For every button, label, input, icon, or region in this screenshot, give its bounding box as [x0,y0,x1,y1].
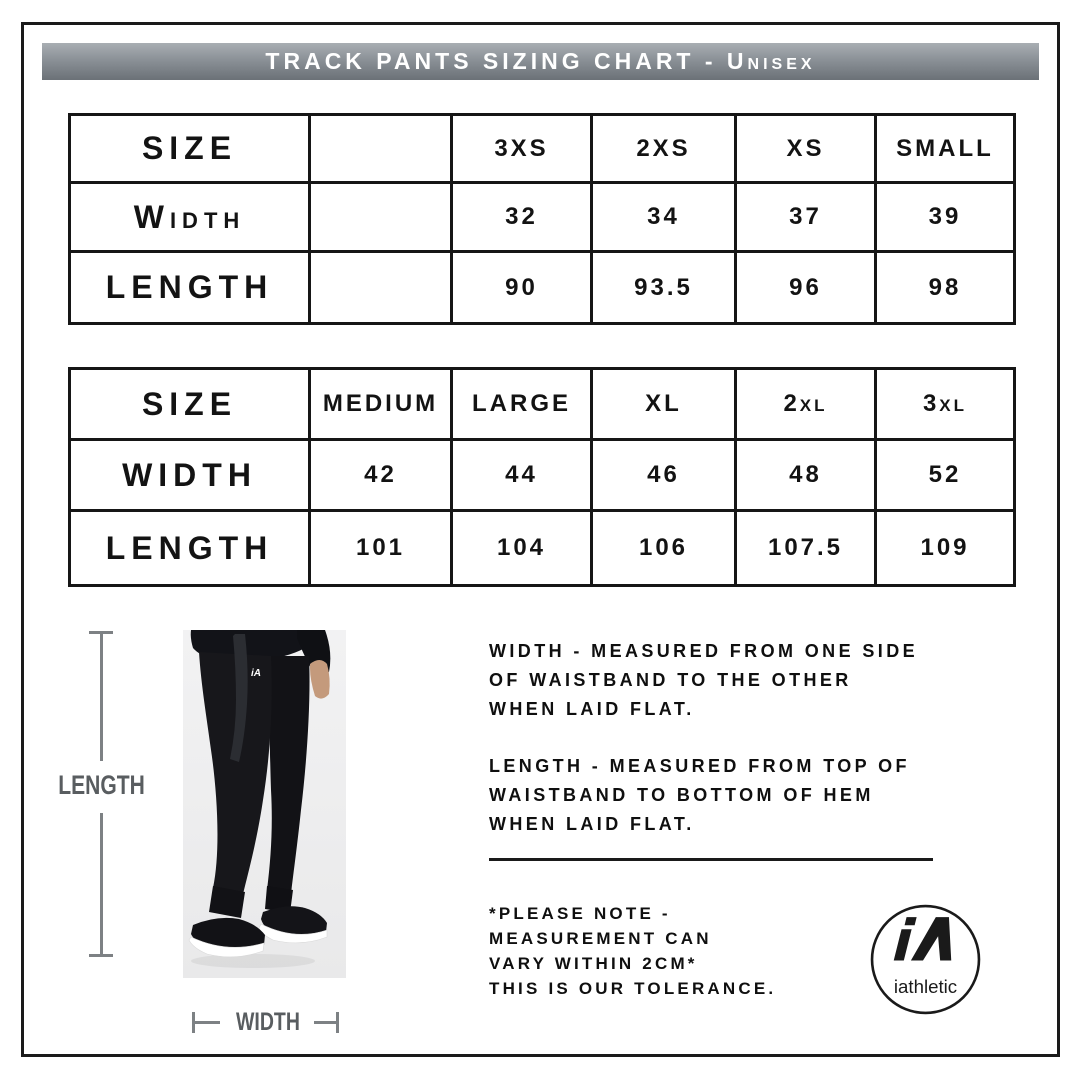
note-line: *PLEASE NOTE - [489,904,671,923]
size-table-large-sizes [68,367,1016,587]
length-value-cell [311,253,453,322]
note-line: THIS IS OUR TOLERANCE. [489,979,777,998]
note-separator-line [489,858,933,861]
logo-circle [872,906,979,1013]
width-value-cell: 37 [737,184,877,253]
header-bar [42,43,1039,80]
row-label-length: LENGTH [71,512,311,584]
note-line: WAISTBAND TO BOTTOM OF HEM [489,785,874,805]
width-value-cell: 34 [593,184,737,253]
note-line: WHEN LAID FLAT. [489,814,695,834]
size-option-cell: XL [593,370,737,441]
width-tick-left-line [195,1021,220,1024]
width-value-cell [311,184,453,253]
note-line: WHEN LAID FLAT. [489,699,695,719]
width-definition-note [489,637,918,724]
row-label-width: WIDTH [71,441,311,512]
iathletic-logo [868,902,983,1017]
width-value-cell: 39 [877,184,1013,253]
size-option-cell: MEDIUM [311,370,453,441]
row-label-length: LENGTH [71,253,311,322]
tolerance-note [489,901,776,1001]
size-option-cell: 2xl [737,370,877,441]
length-ruler-lower-line [100,813,103,954]
width-value-cell: 46 [593,441,737,512]
length-value-cell: 101 [311,512,453,584]
pants-brand-mark: iA [251,668,261,679]
note-line: LENGTH - MEASURED FROM TOP OF [489,756,910,776]
length-annotation-label: LENGTH [57,770,145,800]
length-value-cell: 109 [877,512,1013,584]
width-tick-right-bar [336,1012,339,1033]
size-table-small-sizes [68,113,1016,325]
page-title: TRACK PANTS SIZING CHART - Unisex [265,48,816,74]
length-value-cell: 104 [453,512,593,584]
note-line: WIDTH - MEASURED FROM ONE SIDE [489,641,918,661]
size-option-cell: 3xl [877,370,1013,441]
note-line: MEASUREMENT CAN [489,929,712,948]
length-value-cell: 106 [593,512,737,584]
size-option-cell [311,116,453,184]
length-ruler-upper-line [100,631,103,761]
track-pants-product-photo [183,630,346,978]
length-value-cell: 96 [737,253,877,322]
row-label-size: SIZE [71,370,311,441]
size-option-cell: XS [737,116,877,184]
width-value-cell: 44 [453,441,593,512]
width-value-cell: 42 [311,441,453,512]
length-value-cell: 107.5 [737,512,877,584]
width-annotation-label: WIDTH [236,1008,300,1036]
logo-wordmark: iathletic [893,975,958,997]
length-value-cell: 98 [877,253,1013,322]
length-ruler-bottom-cap [89,954,113,957]
length-definition-note [489,752,910,839]
row-label-width: Width [71,184,311,253]
floor-shadow [191,954,315,968]
row-label-size: SIZE [71,116,311,184]
note-line: VARY WITHIN 2CM* [489,954,698,973]
size-option-cell: 3XS [453,116,593,184]
length-value-cell: 93.5 [593,253,737,322]
note-line: OF WAISTBAND TO THE OTHER [489,670,852,690]
size-option-cell: 2XS [593,116,737,184]
size-option-cell: LARGE [453,370,593,441]
length-value-cell: 90 [453,253,593,322]
size-option-cell: SMALL [877,116,1013,184]
width-value-cell: 52 [877,441,1013,512]
width-value-cell: 48 [737,441,877,512]
width-value-cell: 32 [453,184,593,253]
